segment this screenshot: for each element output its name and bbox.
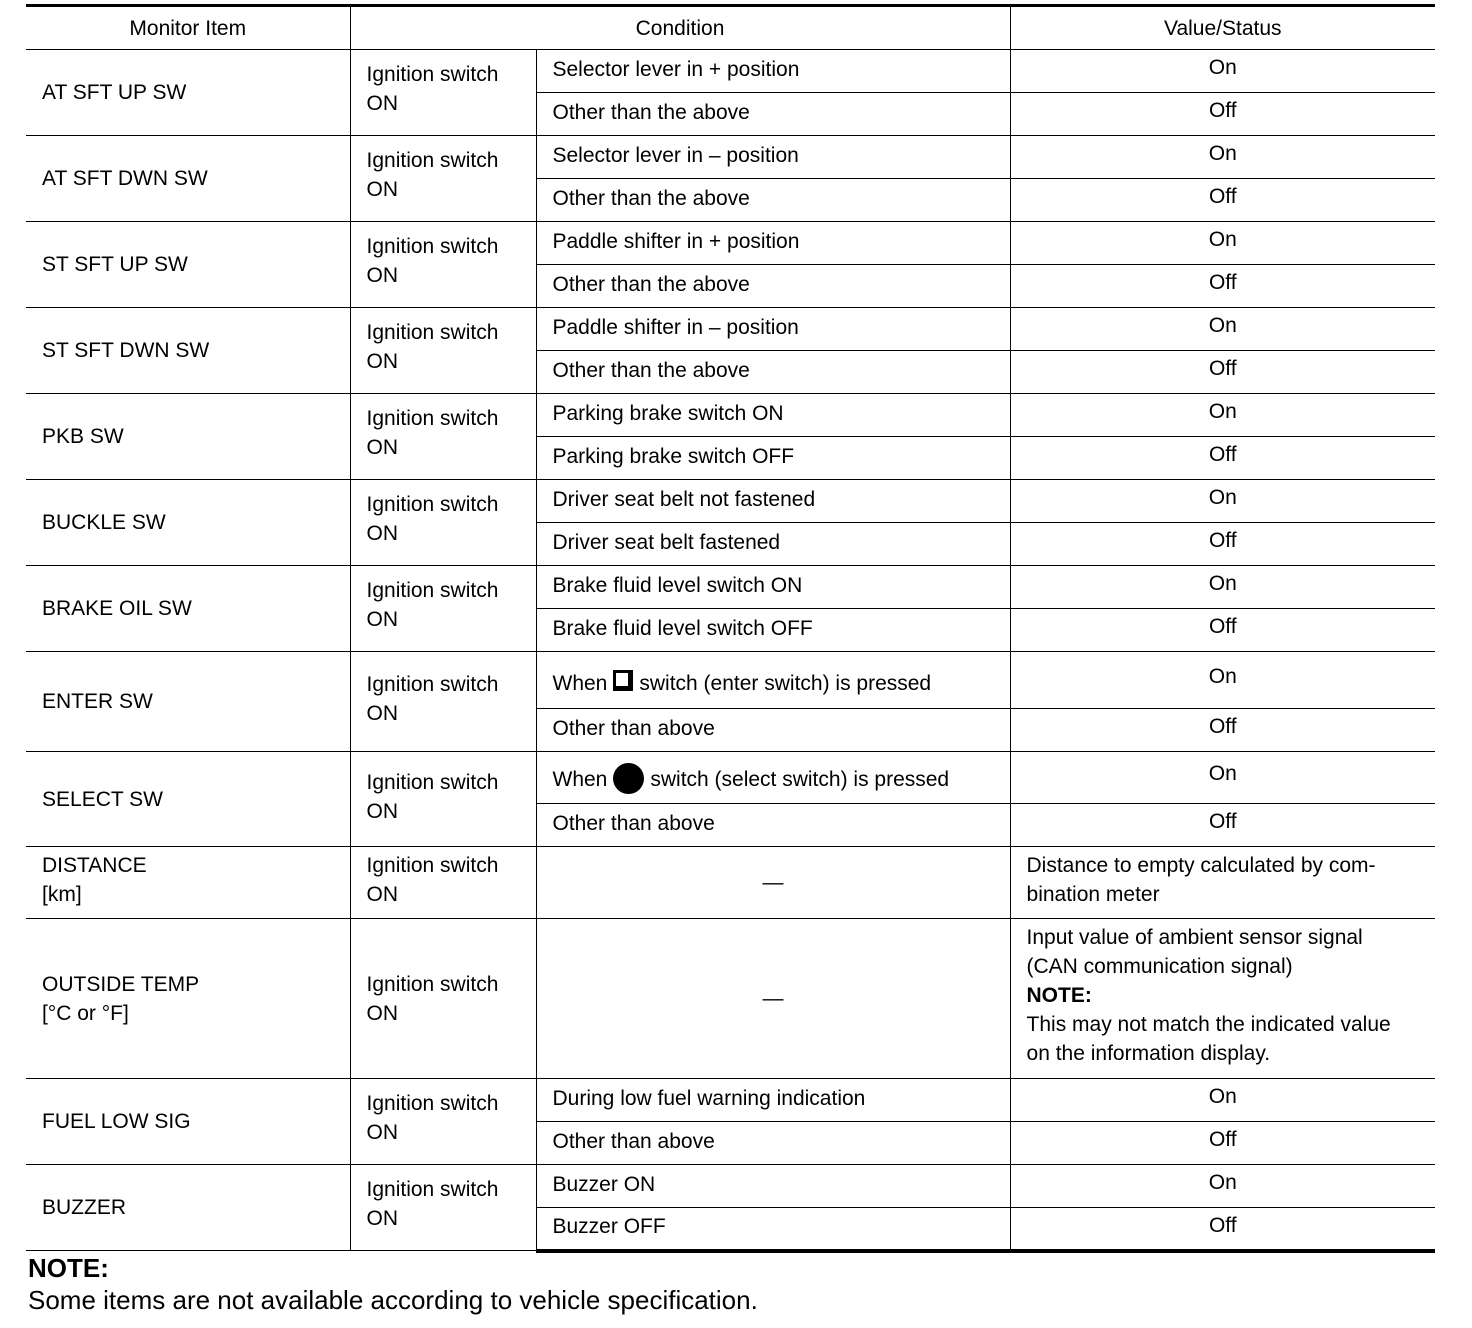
value-cell: Off [1010,437,1435,480]
table-row [26,480,1435,523]
value-cell: Off [1010,709,1435,752]
condition-cell: Buzzer OFF [536,1208,1010,1251]
table-row [26,1165,1435,1208]
condition-cell: Other than above [536,1122,1010,1165]
value-cell: On [1010,50,1435,93]
monitor-item: BUZZER [26,1165,350,1251]
monitor-item: ST SFT DWN SW [26,308,350,394]
header-condition: Condition [350,6,1010,50]
monitor-item: BRAKE OIL SW [26,566,350,652]
condition-dash: — [536,919,1010,1079]
condition-cell: Other than above [536,709,1010,752]
value-cell: On [1010,566,1435,609]
ignition-cell: Ignition switch ON [350,847,536,919]
condition-cell: Selector lever in + position [536,50,1010,93]
value-cell: Off [1010,1208,1435,1251]
value-cell: Off [1010,523,1435,566]
enter-switch-square-icon [613,670,633,691]
ignition-cell: Ignition switch ON [350,1165,536,1251]
condition-cell: When switch (select switch) is pressed [536,752,1010,804]
header-monitor-item: Monitor Item [26,6,350,50]
monitor-item: AT SFT DWN SW [26,136,350,222]
condition-cell: Brake fluid level switch ON [536,566,1010,609]
monitor-item: ENTER SW [26,652,350,752]
condition-cell: Other than the above [536,351,1010,394]
value-cell: On [1010,394,1435,437]
table-row [26,136,1435,179]
value-cell: On [1010,480,1435,523]
condition-cell: When switch (enter switch) is pressed [536,652,1010,709]
monitor-item: SELECT SW [26,752,350,847]
value-cell: On [1010,652,1435,709]
note-label: NOTE: [1026,984,1092,1007]
header-value-status: Value/Status [1010,6,1435,50]
ignition-cell: Ignition switch ON [350,919,536,1079]
footnote [28,1252,758,1316]
condition-cell: Parking brake switch OFF [536,437,1010,480]
table-row [26,566,1435,609]
value-text-cell: Input value of ambient sensor signal (CAN communication signal) NOTE: This may not match the indicated value on the information display. [1010,919,1435,1079]
monitor-item: OUTSIDE TEMP [°C or °F] [26,919,350,1079]
footnote-text: Some items are not available according to vehicle specification. [28,1285,758,1315]
table-header-row [26,6,1435,50]
monitor-item: BUCKLE SW [26,480,350,566]
monitor-item: ST SFT UP SW [26,222,350,308]
monitor-item: AT SFT UP SW [26,50,350,136]
value-cell: Off [1010,265,1435,308]
condition-cell: Other than the above [536,93,1010,136]
footnote-title: NOTE: [28,1253,109,1283]
table-row [26,847,1435,919]
value-cell: Off [1010,1122,1435,1165]
ignition-cell: Ignition switch ON [350,752,536,847]
condition-cell: Other than the above [536,265,1010,308]
condition-cell: Paddle shifter in – position [536,308,1010,351]
value-cell: Off [1010,179,1435,222]
monitor-item: FUEL LOW SIG [26,1079,350,1165]
condition-cell: Paddle shifter in + position [536,222,1010,265]
table-row [26,1079,1435,1122]
condition-cell: During low fuel warning indication [536,1079,1010,1122]
condition-cell: Driver seat belt not fastened [536,480,1010,523]
value-cell: Off [1010,351,1435,394]
value-cell: Off [1010,804,1435,847]
table-row [26,652,1435,709]
table-row [26,919,1435,1079]
value-cell: On [1010,308,1435,351]
monitor-item: PKB SW [26,394,350,480]
table-row [26,752,1435,804]
ignition-cell: Ignition switch ON [350,566,536,652]
table-row [26,308,1435,351]
value-cell: On [1010,136,1435,179]
ignition-cell: Ignition switch ON [350,136,536,222]
value-cell: On [1010,222,1435,265]
condition-cell: Brake fluid level switch OFF [536,609,1010,652]
value-cell: On [1010,752,1435,804]
ignition-cell: Ignition switch ON [350,50,536,136]
table-row [26,50,1435,93]
ignition-cell: Ignition switch ON [350,394,536,480]
select-switch-circle-icon [613,763,644,794]
table-row [26,394,1435,437]
ignition-cell: Ignition switch ON [350,652,536,752]
ignition-cell: Ignition switch ON [350,480,536,566]
condition-cell: Buzzer ON [536,1165,1010,1208]
condition-cell: Driver seat belt fastened [536,523,1010,566]
condition-dash: — [536,847,1010,919]
value-text-cell: Distance to empty calculated by com- bination meter [1010,847,1435,919]
condition-cell: Parking brake switch ON [536,394,1010,437]
value-cell: Off [1010,609,1435,652]
ignition-cell: Ignition switch ON [350,308,536,394]
ignition-cell: Ignition switch ON [350,1079,536,1165]
table-row [26,222,1435,265]
value-cell: On [1010,1165,1435,1208]
condition-cell: Other than the above [536,179,1010,222]
monitor-table [26,4,1435,1253]
ignition-cell: Ignition switch ON [350,222,536,308]
value-cell: On [1010,1079,1435,1122]
condition-cell: Selector lever in – position [536,136,1010,179]
condition-cell: Other than above [536,804,1010,847]
value-cell: Off [1010,93,1435,136]
monitor-item: DISTANCE [km] [26,847,350,919]
